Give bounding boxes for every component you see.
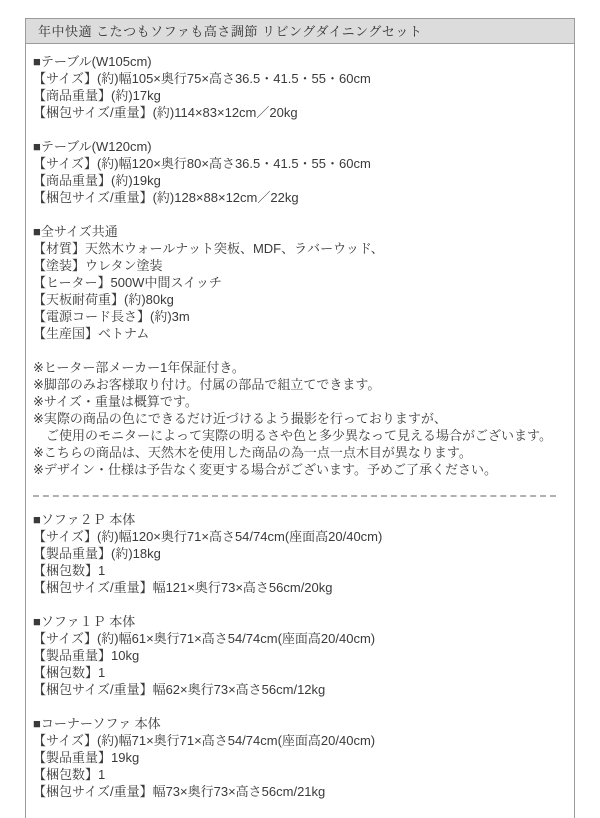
section-heading: ■ソファ２Ｐ 本体 [33, 512, 136, 527]
note-line: ※実際の商品の色にできるだけ近づけるよう撮影を行っておりますが、 [33, 411, 447, 426]
section-heading: ■テーブル(W105cm) [33, 54, 152, 69]
spec-line-weight: 【製品重量】(約)18kg [33, 546, 161, 561]
notes-block [33, 359, 562, 478]
section-sofa-2p [33, 511, 562, 596]
section-heading: ■テーブル(W120cm) [33, 139, 152, 154]
section-table-w105 [33, 53, 562, 121]
spec-line-weight: 【商品重量】(約)17kg [33, 88, 161, 103]
spec-line-size: 【サイズ】(約)幅61×奥行71×高さ54/74cm(座面高20/40cm) [33, 631, 376, 646]
section-heading: ■全サイズ共通 [33, 224, 118, 239]
spec-line-heater: 【ヒーター】500W中間スイッチ [33, 275, 222, 290]
section-heading: ■ソファ１Ｐ 本体 [33, 614, 136, 629]
spec-line-size: 【サイズ】(約)幅105×奥行75×高さ36.5・41.5・55・60cm [33, 71, 371, 86]
note-line: ※デザイン・仕様は予告なく変更する場合がございます。予めご了承ください。 [33, 462, 497, 477]
spec-line-size: 【サイズ】(約)幅120×奥行80×高さ36.5・41.5・55・60cm [33, 156, 371, 171]
spec-line-material: 【材質】天然木ウォールナット突板、MDF、ラバーウッド、 [33, 241, 384, 256]
page-title: 年中快適 こたつもソファも高さ調節 リビングダイニングセット [38, 24, 423, 39]
note-line: ※こちらの商品は、天然木を使用した商品の為一点一点木目が異なります。 [33, 445, 472, 460]
spec-line-package-count: 【梱包数】1 [33, 665, 106, 680]
spec-line-package: 【梱包サイズ/重量】幅121×奥行73×高さ56cm/20kg [33, 580, 333, 595]
spec-line-package-count: 【梱包数】1 [33, 563, 106, 578]
section-common [33, 223, 562, 342]
note-line: ※ヒーター部メーカー1年保証付き。 [33, 360, 245, 375]
spec-panel-header [26, 19, 574, 44]
spec-panel [25, 18, 575, 818]
spec-line-size: 【サイズ】(約)幅71×奥行71×高さ54/74cm(座面高20/40cm) [33, 733, 376, 748]
spec-line-size: 【サイズ】(約)幅120×奥行71×高さ54/74cm(座面高20/40cm) [33, 529, 383, 544]
section-corner-sofa [33, 715, 562, 800]
dashed-divider [33, 495, 556, 497]
spec-line-weight: 【商品重量】(約)19kg [33, 173, 161, 188]
section-sofa-1p [33, 613, 562, 698]
spec-line-coating: 【塗装】ウレタン塗装 [33, 258, 163, 273]
spec-line-cord: 【電源コード長さ】(約)3m [33, 309, 190, 324]
spec-line-load: 【天板耐荷重】(約)80kg [33, 292, 174, 307]
spec-line-package-count: 【梱包数】1 [33, 767, 106, 782]
spec-line-weight: 【製品重量】10kg [33, 648, 140, 663]
note-line-continuation: ご使用のモニターによって実際の明るさや色と多少異なって見える場合がございます。 [33, 428, 552, 443]
note-line: ※脚部のみお客様取り付け。付属の部品で組立てできます。 [33, 377, 381, 392]
section-table-w120 [33, 138, 562, 206]
section-heading: ■コーナーソファ 本体 [33, 716, 161, 731]
spec-panel-body [26, 44, 574, 800]
spec-line-package: 【梱包サイズ/重量】(約)114×83×12cm／20kg [33, 105, 298, 120]
note-line: ※サイズ・重量は概算です。 [33, 394, 198, 409]
spec-line-package: 【梱包サイズ/重量】幅73×奥行73×高さ56cm/21kg [33, 784, 326, 799]
spec-line-country: 【生産国】ベトナム [33, 326, 150, 341]
spec-line-package: 【梱包サイズ/重量】(約)128×88×12cm／22kg [33, 190, 299, 205]
spec-line-package: 【梱包サイズ/重量】幅62×奥行73×高さ56cm/12kg [33, 682, 326, 697]
spec-line-weight: 【製品重量】19kg [33, 750, 140, 765]
